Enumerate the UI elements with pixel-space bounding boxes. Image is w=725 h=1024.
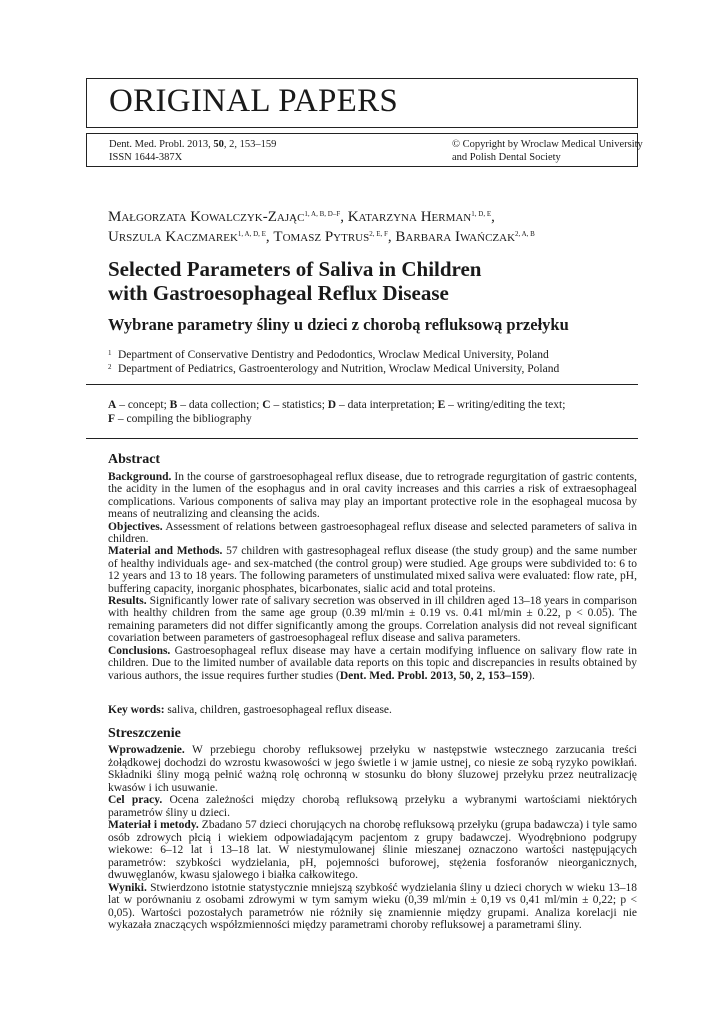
abstract-paragraph: Background. In the course of garstroesophageal reflux disease, due to retrograde regurgitation of gastric contents, the acidity in the lumen of the esophagus and in oral cavity increases and this carries a risk of extraesophageal complications. Various components of saliva may play an important protective role in the esophageal mucosa by means of neutralizing and cleansing the acids. — [108, 471, 637, 521]
author-name: Tomasz Pytrus — [273, 229, 370, 245]
citation-volume: 50 — [213, 139, 224, 150]
affiliation-number: 1 — [108, 349, 112, 357]
author-affiliation-marks: 2, E, F — [369, 230, 388, 238]
author-affiliation-marks: 1, D, E — [471, 210, 492, 218]
author-name: Katarzyna Herman — [347, 209, 472, 225]
journal-section-header — [86, 78, 638, 128]
paper-title-polish: Wybrane parametry śliny u dzieci z chorobą refluksową przełyku — [108, 315, 569, 334]
abstract-body — [108, 471, 637, 682]
keywords: Key words: saliva, children, gastroesophageal reflux disease. — [108, 704, 392, 716]
copyright-line: and Polish Dental Society — [452, 152, 561, 163]
author-name: Małgorzata Kowalczyk-Zając — [108, 209, 305, 225]
citation-reference: Dent. Med. Probl. 2013, 50, 2, 153–159 — [339, 669, 529, 682]
author-name: Barbara Iwańczak — [395, 229, 516, 245]
copyright-block — [452, 138, 643, 164]
author-affiliation-marks: 1, A, B, D–F — [304, 210, 341, 218]
author-contributions — [108, 398, 628, 426]
publication-info-box — [86, 133, 643, 167]
abstract-paragraph: Material and Methods. 57 children with gastresophageal reflux disease (the study group) and the same number of healthy individuals age- and sex-matched (the control group) were studied. Age groups were subdivided to: 6 to 12 years and 13 to 18 years. The following parameters of unstimulated mixed saliva were evaluated: flow rate, pH, buffering capacity, inorganic phosphates, bicarbonates, sialic acid and total proteins. — [108, 545, 637, 595]
citation-line — [109, 138, 276, 151]
author-name: Urszula Kaczmarek — [108, 229, 238, 245]
affiliation-item — [108, 362, 638, 376]
streszczenie-paragraph: Cel pracy. Ocena zależności między chorobą refluksową przełyku a wybranymi wartościami niektórych parametrów śliny u dzieci. — [108, 794, 637, 819]
contributions-line: F – compiling the bibliography — [108, 413, 252, 425]
streszczenie-heading: Streszczenie — [108, 726, 181, 741]
contributions-line: A – concept; B – data collection; C – statistics; D – data interpretation; E – writing/editing the text; — [108, 399, 566, 411]
section-title: ORIGINAL PAPERS — [109, 83, 399, 119]
affiliation-text: Department of Conservative Dentistry and Pedodontics, Wroclaw Medical University, Poland — [118, 349, 549, 361]
abstract-paragraph: Objectives. Assessment of relations between gastroesophageal reflux disease and selected parameters of saliva in children. — [108, 520, 637, 546]
title-line: Selected Parameters of Saliva in Children — [108, 257, 482, 281]
affiliation-number: 2 — [108, 363, 112, 371]
citation-block — [109, 138, 276, 164]
streszczenie-body — [108, 744, 637, 932]
affiliation-item — [108, 348, 638, 362]
abstract-heading: Abstract — [108, 452, 161, 467]
divider — [86, 384, 638, 385]
affiliation-text: Department of Pediatrics, Gastroenterology and Nutrition, Wroclaw Medical University, Poland — [118, 363, 560, 375]
author-affiliation-marks: 2, A, B — [515, 230, 535, 238]
citation-suffix: , 2, 153–159 — [223, 139, 277, 150]
abstract-paragraph: Conclusions. Gastroesophageal reflux disease may have a certain modifying influence on salivary flow rate in children. Due to the limited number of available data reports on this topic and discrepancies in results obtained by various authors, the issue requires further studies (Dent. Med. Probl. 2013, 50, 2, 153–159). — [108, 644, 637, 682]
copyright-line: © Copyright by Wroclaw Medical University — [452, 139, 643, 150]
abstract-paragraph: Results. Significantly lower rate of salivary secretion was observed in ill children aged 13–18 years in comparison with healthy children from the same age group (0.39 ml/min ± 0.19 vs. 0.41 ml/min ± 0.22, p < 0.05). The remaining parameters did not differ significantly among the groups. Correlation analysis did not reveal significant covariation between parameters of gastroesophageal reflux disease and saliva parameters. — [108, 595, 637, 645]
streszczenie-paragraph: Wyniki. Stwierdzono istotnie statystycznie mniejszą szybkość wydzielania śliny u dzieci chorych w wieku 13–18 lat w porównaniu z osobami zdrowymi w tym samym wieku (0,39 ml/min ± 0,19 vs 0,41 ml/min ± 0,22; p < 0,05). Wartości pozostałych parametrów nie różniły się znamiennie między grupami. Analiza korelacji nie wykazała znaczących współzmienności między parametrami choroby refluksowej a parametrami śliny. — [108, 881, 637, 931]
author-affiliation-marks: 1, A, D, E — [237, 230, 266, 238]
divider — [86, 438, 638, 439]
streszczenie-paragraph: Materiał i metody. Zbadano 57 dzieci chorujących na chorobę refluksową przełyku (grupa badawcza) i tyle samo osób zdrowych płcią i wiekiem odpowiadającym pacjentom z grupy badawczej. Wyodrębniono podgrupy wiekowe: 6–12 lat i 13–18 lat. W niestymulowanej ślinie mieszanej oznaczono wartości następujących parametrów: szybkości wydzielania, pH, pojemności buforowej, stężenia fosforanów nieorganicznych, dwuwęglanów, kwasu sjalowego i białka całkowitego. — [108, 819, 637, 881]
title-line: with Gastroesophageal Reflux Disease — [108, 281, 449, 305]
citation-prefix: Dent. Med. Probl. 2013, — [109, 139, 214, 150]
author-list — [108, 207, 648, 247]
author-line: Urszula Kaczmarek$^{1, A, D, E}$, Tomasz Pytrus$^{2, E, F}$, Barbara Iwańczak$^{2, A, B}$ — [108, 229, 535, 245]
issn: ISSN 1644-387X — [109, 152, 183, 163]
paper-title — [108, 257, 628, 305]
author-line: Małgorzata Kowalczyk-Zając$^{1, A, B, D-F}$, Katarzyna Herman$^{1, D, E}$, — [108, 209, 495, 225]
affiliations — [108, 348, 638, 376]
streszczenie-paragraph: Wprowadzenie. W przebiegu choroby refluksowej przełyku w następstwie wstecznego zarzucania treści żołądkowej dochodzi do wzrostu kwasowości w jego świetle i w jamie ustnej, co niesie ze sobą ryzyko powikłań. Składniki śliny mogą pełnić ważną rolę ochronną w stosunku do błony śluzowej przełyku przez neutralizację kwasów i ich usuwanie. — [108, 744, 637, 794]
